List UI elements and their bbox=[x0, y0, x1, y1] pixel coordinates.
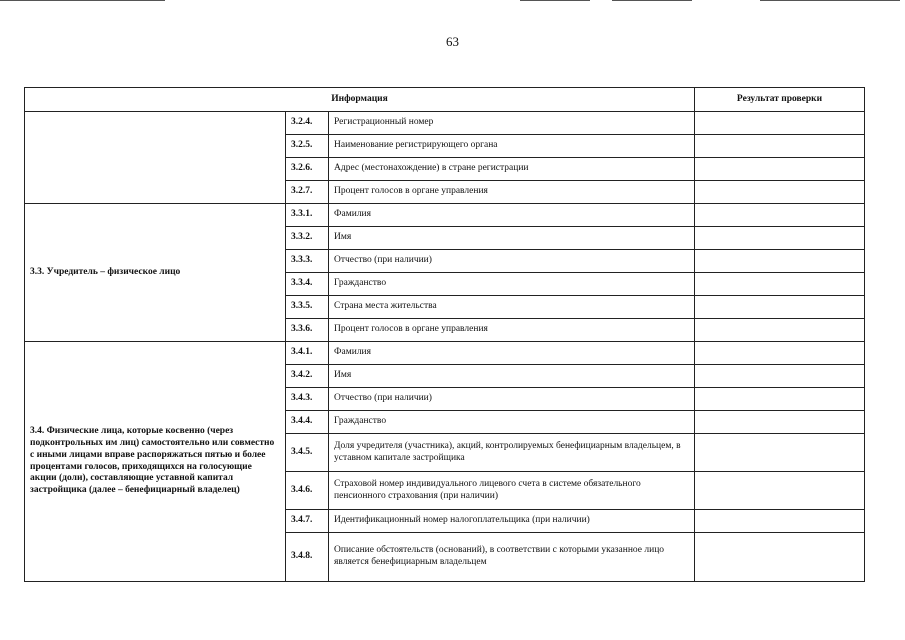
row-text: Наименование регистрирующего органа bbox=[329, 135, 695, 158]
row-code: 3.3.5. bbox=[286, 296, 329, 319]
section-3-4-title: 3.4. Физические лица, которые косвенно (через подконтрольных им лиц) самостоятельно или совместно с иными лицами вправе распоряжаться пятью и более процентами голосов, приходящихся на голосующие акции (доли), составляющие уставной капитал застройщика (далее – бенефициарный владелец) bbox=[25, 342, 286, 582]
scan-edge-mark bbox=[520, 0, 590, 1]
result-cell[interactable] bbox=[695, 319, 865, 342]
row-code: 3.2.6. bbox=[286, 158, 329, 181]
result-cell[interactable] bbox=[695, 388, 865, 411]
row-code: 3.2.7. bbox=[286, 181, 329, 204]
row-code: 3.4.5. bbox=[286, 434, 329, 472]
row-text: Фамилия bbox=[329, 342, 695, 365]
result-cell[interactable] bbox=[695, 296, 865, 319]
scan-edge-mark bbox=[612, 0, 692, 1]
header-information: Информация bbox=[25, 88, 695, 112]
result-cell[interactable] bbox=[695, 342, 865, 365]
section-3-3-title: 3.3. Учредитель – физическое лицо bbox=[25, 204, 286, 342]
row-text: Процент голосов в органе управления bbox=[329, 319, 695, 342]
row-code: 3.4.4. bbox=[286, 411, 329, 434]
section-cell-3-2-continued bbox=[25, 112, 286, 204]
row-code: 3.3.3. bbox=[286, 250, 329, 273]
row-code: 3.4.6. bbox=[286, 472, 329, 510]
row-text: Доля учредителя (участника), акций, контролируемых бенефициарным владельцем, в уставном капитале застройщика bbox=[329, 434, 695, 472]
result-cell[interactable] bbox=[695, 273, 865, 296]
result-cell[interactable] bbox=[695, 510, 865, 533]
information-table bbox=[24, 87, 865, 582]
header-check-result: Результат проверки bbox=[695, 88, 865, 112]
row-text: Идентификационный номер налогоплательщика (при наличии) bbox=[329, 510, 695, 533]
row-text: Описание обстоятельств (оснований), в соответствии с которыми указанное лицо является бенефициарным владельцем bbox=[329, 533, 695, 582]
row-text: Страна места жительства bbox=[329, 296, 695, 319]
row-text: Отчество (при наличии) bbox=[329, 250, 695, 273]
result-cell[interactable] bbox=[695, 434, 865, 472]
row-text: Фамилия bbox=[329, 204, 695, 227]
row-text: Гражданство bbox=[329, 273, 695, 296]
row-code: 3.2.4. bbox=[286, 112, 329, 135]
row-code: 3.2.5. bbox=[286, 135, 329, 158]
result-cell[interactable] bbox=[695, 135, 865, 158]
row-text: Процент голосов в органе управления bbox=[329, 181, 695, 204]
row-text: Страховой номер индивидуального лицевого счета в системе обязательного пенсионного страхования (при наличии) bbox=[329, 472, 695, 510]
result-cell[interactable] bbox=[695, 158, 865, 181]
row-text: Отчество (при наличии) bbox=[329, 388, 695, 411]
result-cell[interactable] bbox=[695, 533, 865, 582]
table-row bbox=[25, 204, 865, 227]
table-row bbox=[25, 112, 865, 135]
result-cell[interactable] bbox=[695, 472, 865, 510]
row-code: 3.3.2. bbox=[286, 227, 329, 250]
page-number: 63 bbox=[446, 34, 459, 49]
row-code: 3.3.6. bbox=[286, 319, 329, 342]
row-code: 3.3.4. bbox=[286, 273, 329, 296]
result-cell[interactable] bbox=[695, 204, 865, 227]
row-code: 3.4.2. bbox=[286, 365, 329, 388]
row-code: 3.4.3. bbox=[286, 388, 329, 411]
result-cell[interactable] bbox=[695, 227, 865, 250]
scan-edge-mark bbox=[0, 0, 165, 1]
result-cell[interactable] bbox=[695, 250, 865, 273]
result-cell[interactable] bbox=[695, 365, 865, 388]
row-text: Регистрационный номер bbox=[329, 112, 695, 135]
row-text: Гражданство bbox=[329, 411, 695, 434]
scan-edge-mark bbox=[760, 0, 900, 1]
row-text: Имя bbox=[329, 227, 695, 250]
row-text: Адрес (местонахождение) в стране регистрации bbox=[329, 158, 695, 181]
result-cell[interactable] bbox=[695, 411, 865, 434]
row-code: 3.4.7. bbox=[286, 510, 329, 533]
result-cell[interactable] bbox=[695, 112, 865, 135]
row-code: 3.4.8. bbox=[286, 533, 329, 582]
table-row bbox=[25, 342, 865, 365]
row-code: 3.3.1. bbox=[286, 204, 329, 227]
result-cell[interactable] bbox=[695, 181, 865, 204]
row-text: Имя bbox=[329, 365, 695, 388]
row-code: 3.4.1. bbox=[286, 342, 329, 365]
